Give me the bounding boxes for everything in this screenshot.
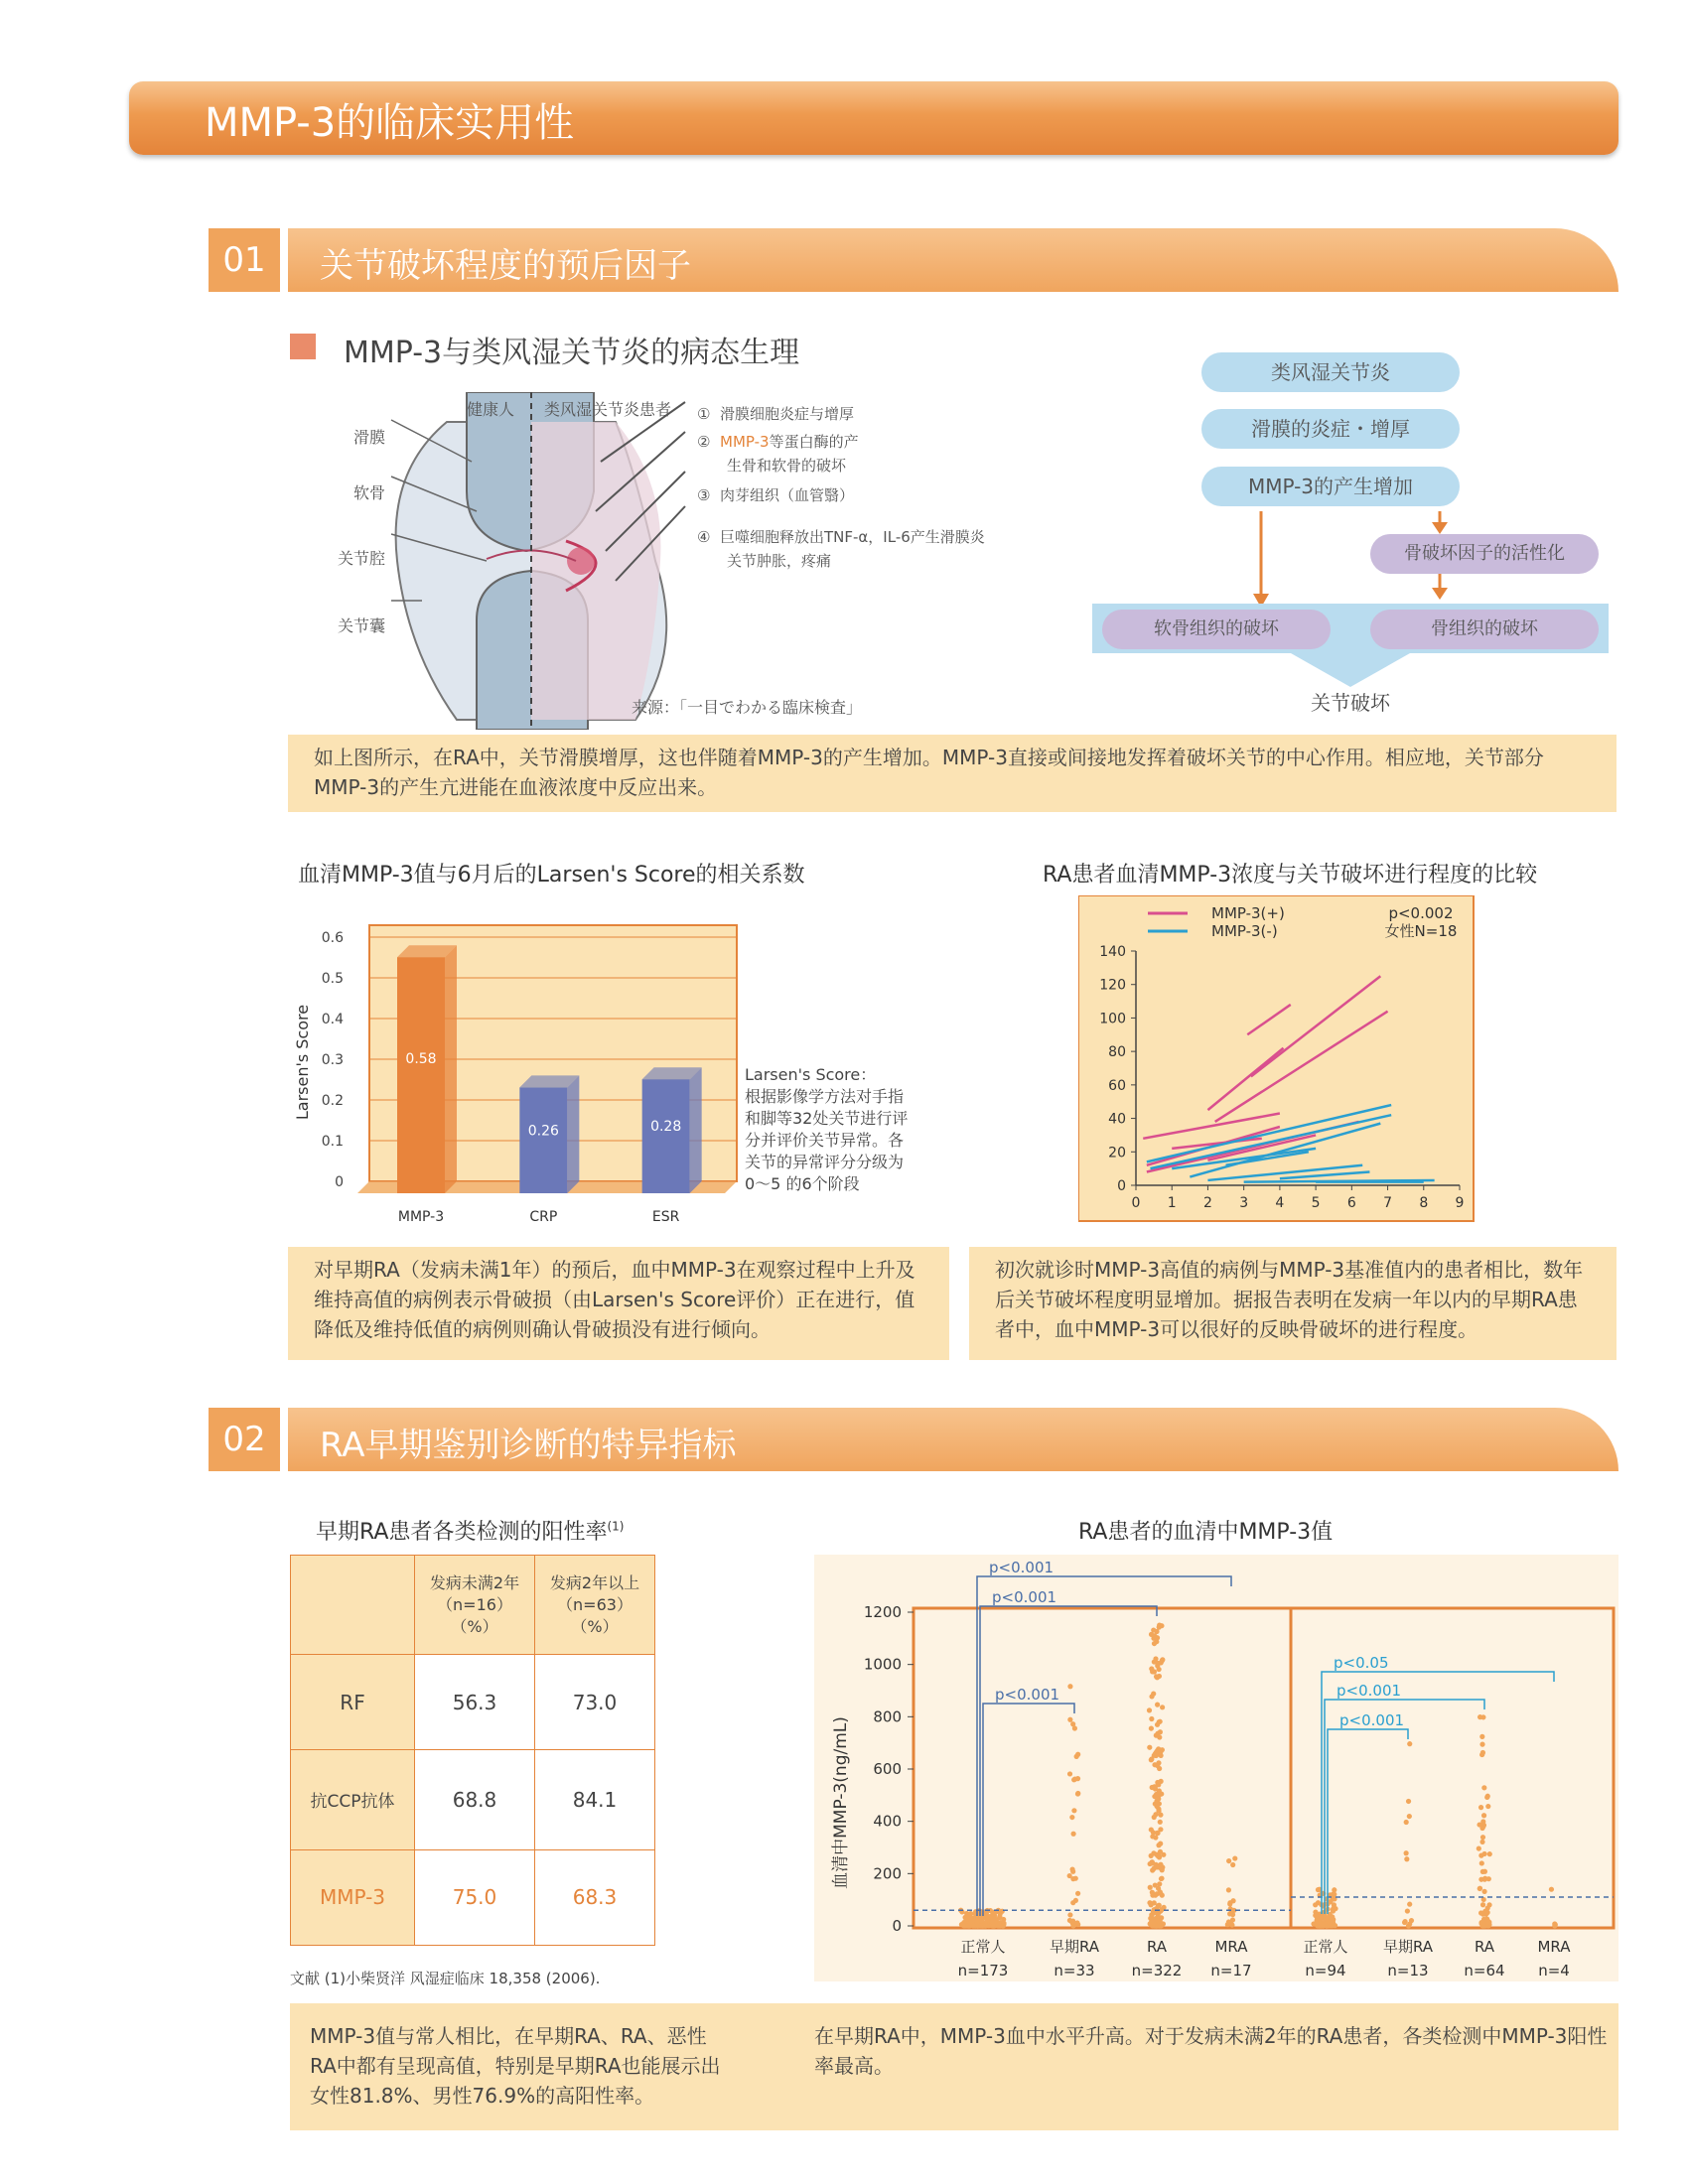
data-point bbox=[1072, 1725, 1077, 1730]
p-value-label: p<0.001 bbox=[995, 1686, 1060, 1704]
line-chart bbox=[1078, 895, 1476, 1223]
label-cartilage: 软骨 bbox=[353, 483, 386, 502]
line-xtick-label: 9 bbox=[1455, 1195, 1465, 1211]
data-point bbox=[1482, 1877, 1487, 1882]
bar bbox=[519, 1087, 567, 1193]
section1-number: 01 bbox=[209, 228, 280, 292]
dot-group-label: MRA bbox=[1537, 1938, 1571, 1956]
bar bbox=[642, 1079, 690, 1193]
data-point bbox=[1486, 1920, 1491, 1925]
p-value-label: p<0.05 bbox=[1334, 1654, 1389, 1672]
data-point bbox=[1150, 1669, 1155, 1674]
bar-value-label: 0.26 bbox=[527, 1123, 559, 1140]
bar bbox=[397, 957, 445, 1193]
line-chart-title: RA患者血清MMP-3浓度与关节破坏进行程度的比较 bbox=[1043, 863, 1538, 887]
section1-subtitle: MMP-3与类风湿关节炎的病态生理 bbox=[344, 336, 800, 370]
data-point bbox=[1071, 1808, 1076, 1813]
data-point bbox=[1156, 1809, 1161, 1814]
data-point bbox=[1478, 1853, 1483, 1858]
data-point bbox=[1161, 1905, 1166, 1910]
data-point bbox=[1480, 1902, 1485, 1907]
data-point bbox=[1481, 1813, 1486, 1818]
line-ytick-label: 100 bbox=[1099, 1011, 1126, 1027]
data-point bbox=[1159, 1876, 1164, 1881]
note-mmp3-positive: MMP-3值与常人相比，在早期RA、RA、恶性RA中都有呈现高值，特别是早期RA也能展示出女性81.8%、男性76.9%的高阳性率。 bbox=[310, 2024, 721, 2108]
data-point bbox=[1156, 1912, 1161, 1917]
dot-chart-ylabel: 血清中MMP-3(ng/mL) bbox=[831, 1716, 851, 1889]
bar-value-label: 0.58 bbox=[405, 1051, 437, 1068]
data-point bbox=[1404, 1820, 1409, 1825]
data-point bbox=[1479, 1742, 1484, 1747]
data-point bbox=[1154, 1733, 1159, 1738]
data-point bbox=[1158, 1729, 1163, 1734]
dot-group-n: n=33 bbox=[1054, 1962, 1095, 1979]
flow-result: 关节破坏 bbox=[1311, 691, 1390, 715]
data-point bbox=[1157, 1788, 1162, 1793]
data-point bbox=[1160, 1705, 1165, 1709]
data-point bbox=[1155, 1635, 1160, 1640]
data-point bbox=[1070, 1921, 1075, 1926]
p-value-label: p<0.001 bbox=[992, 1588, 1057, 1606]
line-ytick-label: 140 bbox=[1099, 944, 1126, 960]
data-point bbox=[1149, 1756, 1154, 1761]
line-ytick-label: 20 bbox=[1108, 1145, 1126, 1161]
dot-ytick-label: 0 bbox=[892, 1917, 902, 1935]
data-point bbox=[1152, 1923, 1157, 1928]
dot-ytick-label: 1200 bbox=[863, 1603, 902, 1621]
dot-group-n: n=13 bbox=[1387, 1962, 1429, 1979]
data-point bbox=[1226, 1887, 1231, 1892]
dot-group-n: n=17 bbox=[1210, 1962, 1252, 1979]
data-point bbox=[1075, 1891, 1080, 1896]
dot-group-label: RA bbox=[1474, 1938, 1495, 1956]
dot-ytick-label: 400 bbox=[873, 1812, 902, 1831]
data-point bbox=[1409, 1918, 1414, 1923]
data-point bbox=[1480, 1835, 1485, 1840]
line-xtick-label: 3 bbox=[1239, 1195, 1249, 1211]
data-point bbox=[1151, 1627, 1156, 1632]
line-xtick-label: 8 bbox=[1419, 1195, 1429, 1211]
bar-chart-ylabel: Larsen's Score bbox=[293, 1004, 312, 1121]
data-point bbox=[1477, 1845, 1481, 1850]
data-point bbox=[1549, 1887, 1554, 1892]
data-point bbox=[985, 1916, 990, 1921]
bar-ytick-label: 0.3 bbox=[321, 1052, 344, 1068]
flow-arrows bbox=[1082, 338, 1618, 725]
data-point bbox=[973, 1914, 978, 1919]
data-point bbox=[1157, 1801, 1162, 1806]
bar-ytick-label: 0.5 bbox=[321, 971, 344, 987]
data-point bbox=[1319, 1923, 1324, 1928]
data-point bbox=[1481, 1889, 1486, 1894]
bar-category-label: ESR bbox=[651, 1209, 680, 1225]
bar-category-label: MMP-3 bbox=[397, 1209, 445, 1225]
data-point bbox=[996, 1922, 1001, 1927]
positivity-table bbox=[290, 1555, 655, 1946]
data-point bbox=[1552, 1921, 1557, 1926]
data-point bbox=[1067, 1717, 1072, 1722]
data-point bbox=[1158, 1923, 1163, 1928]
data-point bbox=[1481, 1785, 1486, 1790]
bar-ytick-label: 0.4 bbox=[321, 1012, 344, 1027]
section1-title: 关节破坏程度的预后因子 bbox=[320, 246, 691, 286]
line-pvalue: p<0.002 bbox=[1388, 904, 1454, 922]
data-point bbox=[1070, 1832, 1075, 1837]
dot-group-n: n=64 bbox=[1464, 1962, 1505, 1979]
data-point bbox=[1313, 1902, 1318, 1907]
page-header bbox=[129, 81, 1618, 155]
p-value-label: p<0.001 bbox=[1336, 1682, 1402, 1700]
note-pathology: 如上图所示，在RA中，关节滑膜增厚，这也伴随着MMP-3的产生增加。MMP-3直接或间接地发挥着破坏关节的中心作用。相应地，关节部分MMP-3的产生亢进能在血液浓度中反应出来。 bbox=[288, 735, 1617, 812]
legend-mmp3-minus: MMP-3(-) bbox=[1211, 922, 1278, 940]
dot-ytick-label: 1000 bbox=[863, 1655, 902, 1674]
data-point bbox=[1156, 1760, 1161, 1765]
dot-group-label: 早期RA bbox=[1382, 1938, 1434, 1956]
data-point bbox=[1158, 1842, 1163, 1846]
data-point bbox=[1323, 1916, 1328, 1921]
data-point bbox=[1073, 1876, 1078, 1881]
data-point bbox=[1148, 1885, 1153, 1890]
data-point bbox=[1156, 1661, 1161, 1666]
dot-group-n: n=94 bbox=[1305, 1962, 1346, 1979]
dot-group-label: 早期RA bbox=[1049, 1938, 1100, 1956]
data-point bbox=[1155, 1780, 1160, 1785]
data-point bbox=[1479, 1921, 1484, 1926]
line-xtick-label: 4 bbox=[1275, 1195, 1285, 1211]
table-row: RF 56.3 73.0 bbox=[291, 1655, 655, 1750]
p-value-label: p<0.001 bbox=[989, 1559, 1055, 1576]
dot-group-label: RA bbox=[1146, 1938, 1168, 1956]
line-ytick-label: 120 bbox=[1099, 977, 1126, 994]
bar-chart bbox=[288, 893, 745, 1241]
table-corner bbox=[291, 1556, 415, 1655]
section2-number: 02 bbox=[209, 1408, 280, 1471]
label-synovium: 滑膜 bbox=[353, 428, 386, 447]
data-point bbox=[1075, 1791, 1080, 1796]
table-header-under2y: 发病未满2年 （n=16） （%） bbox=[415, 1556, 535, 1655]
data-point bbox=[1147, 1707, 1152, 1712]
section2-title: RA早期鉴别诊断的特异指标 bbox=[320, 1426, 737, 1465]
data-point bbox=[1154, 1750, 1159, 1755]
data-point bbox=[1313, 1913, 1318, 1918]
bar-category-label: CRP bbox=[529, 1209, 558, 1225]
data-point bbox=[1071, 1777, 1076, 1782]
table-title: 早期RA患者各类检测的阳性率$^{(1)}$ bbox=[316, 1519, 625, 1545]
dot-group-label: 正常人 bbox=[1303, 1938, 1348, 1956]
data-point bbox=[1001, 1917, 1006, 1922]
data-point bbox=[1147, 1745, 1152, 1750]
dot-chart-title: RA患者的血清中MMP-3值 bbox=[1078, 1520, 1334, 1545]
data-point bbox=[1479, 1734, 1484, 1739]
page-title: MMP-3的临床实用性 bbox=[205, 100, 575, 146]
bar-side bbox=[567, 1075, 579, 1193]
dot-ytick-label: 800 bbox=[873, 1707, 902, 1726]
data-point bbox=[1407, 1814, 1412, 1819]
data-point bbox=[1482, 1869, 1487, 1874]
data-point bbox=[1232, 1855, 1237, 1860]
data-point bbox=[1230, 1862, 1235, 1867]
line-xtick-label: 6 bbox=[1346, 1195, 1356, 1211]
dot-group-n: n=173 bbox=[957, 1962, 1009, 1979]
data-point bbox=[1407, 1741, 1412, 1746]
data-point bbox=[1151, 1692, 1156, 1697]
data-point bbox=[1147, 1900, 1152, 1905]
section1-header bbox=[288, 228, 1618, 292]
data-point bbox=[1155, 1703, 1160, 1707]
line-xtick-label: 5 bbox=[1311, 1195, 1321, 1211]
line-xtick-label: 0 bbox=[1131, 1195, 1141, 1211]
data-point bbox=[1331, 1906, 1336, 1911]
table-row: 抗CCP抗体 68.8 84.1 bbox=[291, 1750, 655, 1849]
data-point bbox=[1330, 1919, 1335, 1924]
data-point bbox=[986, 1923, 991, 1928]
data-point bbox=[1480, 1824, 1485, 1829]
data-point bbox=[1153, 1835, 1158, 1840]
legend-mmp3-plus: MMP-3(+) bbox=[1211, 904, 1285, 922]
line-ytick-label: 40 bbox=[1108, 1111, 1126, 1128]
data-point bbox=[1478, 1805, 1483, 1810]
data-point bbox=[1404, 1856, 1409, 1861]
data-point bbox=[962, 1915, 967, 1920]
note-early-ra: 在早期RA中，MMP-3血中水平升高。对于发病未满2年的RA患者，各类检测中MMP-3阳性率最高。 bbox=[814, 2024, 1608, 2078]
data-point bbox=[1067, 1873, 1072, 1878]
bar-ytick-label: 0.6 bbox=[321, 930, 344, 946]
data-point bbox=[1149, 1725, 1154, 1730]
data-point bbox=[1225, 1922, 1230, 1927]
label-ra: 类风湿关节炎患者 bbox=[544, 400, 672, 419]
flow-step-ra: 类风湿关节炎 bbox=[1201, 352, 1460, 392]
data-point bbox=[1479, 1840, 1484, 1844]
flow-step-bone-factor: 骨破坏因子的活性化 bbox=[1370, 534, 1599, 574]
data-point bbox=[1407, 1902, 1412, 1907]
dot-group-label: 正常人 bbox=[960, 1938, 1006, 1956]
flow-step-synovitis: 滑膜的炎症・增厚 bbox=[1201, 409, 1460, 449]
label-joint-cavity: 关节腔 bbox=[338, 549, 386, 568]
data-point bbox=[1067, 1771, 1072, 1776]
flow-step-mmp3: MMP-3的产生增加 bbox=[1201, 467, 1460, 506]
bar-ytick-label: 0.1 bbox=[321, 1134, 344, 1150]
data-point bbox=[1406, 1923, 1411, 1928]
data-point bbox=[1151, 1850, 1156, 1855]
data-point bbox=[1403, 1919, 1408, 1924]
data-point bbox=[1483, 1912, 1488, 1917]
data-point bbox=[1479, 1860, 1484, 1865]
pathology-flowchart bbox=[1082, 338, 1618, 725]
data-point bbox=[1158, 1862, 1163, 1867]
data-point bbox=[1480, 1750, 1485, 1755]
dot-ytick-label: 200 bbox=[873, 1864, 902, 1883]
data-point bbox=[1150, 1890, 1155, 1895]
data-point bbox=[1159, 1623, 1164, 1628]
line-xtick-label: 1 bbox=[1167, 1195, 1177, 1211]
data-point bbox=[1478, 1910, 1483, 1915]
bar-side bbox=[445, 945, 457, 1193]
data-point bbox=[1226, 1858, 1231, 1863]
diagram-annotations: ① 滑膜细胞炎症与增厚 ② MMP-3等蛋白酶的产 生骨和软骨的破坏 ③ 肉芽组织（血管翳） ④ 巨噬细胞释放出TNF-α，IL-6产生滑膜炎 关节肿胀，疼痛 bbox=[697, 405, 985, 570]
data-point bbox=[1150, 1859, 1155, 1864]
bar-ytick-label: 0.2 bbox=[321, 1093, 344, 1109]
data-point bbox=[1405, 1908, 1410, 1913]
label-healthy: 健康人 bbox=[467, 400, 515, 419]
bar-side bbox=[690, 1067, 702, 1193]
data-point bbox=[1073, 1898, 1078, 1903]
larsen-note: Larsen's Score： 根据影像学方法对手指 和脚等32处关节进行评 分并评价关节异常。各 关节的异常评分分级为 0～5 的6个阶段 bbox=[745, 1065, 909, 1193]
bar-chart-title: 血清MMP-3值与6月后的Larsen's Score的相关系数 bbox=[298, 863, 805, 887]
subtitle-square-icon bbox=[290, 334, 316, 359]
dot-chart bbox=[814, 1555, 1618, 1981]
dot-group-n: n=322 bbox=[1131, 1962, 1183, 1979]
note-mmp3-high: 初次就诊时MMP-3高值的病例与MMP-3基准值内的患者相比，数年后关节破坏程度明显增加。据报告表明在发病一年以内的早期RA患者中，血中MMP-3可以很好的反映骨破坏的进行程度。 bbox=[969, 1247, 1617, 1360]
p-value-label: p<0.001 bbox=[1339, 1711, 1405, 1729]
line-ytick-label: 60 bbox=[1108, 1077, 1126, 1094]
flow-step-cartilage-destruction: 软骨组织的破坏 bbox=[1102, 610, 1331, 649]
data-point bbox=[1069, 1815, 1074, 1820]
diagram-source: 来源：「一目でわかる臨床検査」 bbox=[632, 698, 863, 717]
data-point bbox=[1158, 1719, 1163, 1724]
line-ytick-label: 80 bbox=[1108, 1044, 1126, 1061]
data-point bbox=[1151, 1830, 1156, 1835]
data-point bbox=[1149, 1716, 1154, 1721]
data-point bbox=[1485, 1804, 1490, 1809]
data-point bbox=[1404, 1850, 1409, 1855]
data-point bbox=[1067, 1912, 1072, 1917]
bar-value-label: 0.28 bbox=[650, 1118, 682, 1135]
dot-group-label: MRA bbox=[1214, 1938, 1248, 1956]
data-point bbox=[1156, 1796, 1161, 1801]
data-point bbox=[1230, 1898, 1235, 1903]
dot-ytick-label: 600 bbox=[873, 1760, 902, 1778]
data-point bbox=[1487, 1851, 1492, 1856]
data-point bbox=[1158, 1891, 1163, 1896]
data-point bbox=[1153, 1784, 1158, 1789]
bar-ytick-label: 0 bbox=[335, 1174, 344, 1190]
data-point bbox=[1158, 1827, 1163, 1832]
data-point bbox=[968, 1915, 973, 1920]
line-n: 女性N=18 bbox=[1384, 922, 1458, 940]
data-point bbox=[1333, 1923, 1337, 1928]
table-header-over2y: 发病2年以上 （n=63） （%） bbox=[535, 1556, 655, 1655]
flow-step-bone-destruction: 骨组织的破坏 bbox=[1370, 610, 1599, 649]
data-point bbox=[1158, 1820, 1163, 1825]
data-point bbox=[1070, 1869, 1075, 1874]
data-point bbox=[1477, 1714, 1482, 1719]
data-point bbox=[1157, 1881, 1162, 1886]
data-point bbox=[1406, 1799, 1411, 1804]
data-point bbox=[1485, 1794, 1490, 1799]
section2-header bbox=[288, 1408, 1618, 1471]
data-point bbox=[1329, 1914, 1334, 1919]
data-point bbox=[1075, 1752, 1080, 1757]
line-xtick-label: 7 bbox=[1383, 1195, 1393, 1211]
data-point bbox=[1067, 1684, 1072, 1689]
data-point bbox=[1477, 1886, 1482, 1891]
table-row-mmp3: MMP-3 75.0 68.3 bbox=[291, 1849, 655, 1945]
dot-group-n: n=4 bbox=[1538, 1962, 1570, 1979]
line-xtick-label: 2 bbox=[1202, 1195, 1212, 1211]
data-point bbox=[974, 1919, 979, 1924]
data-point bbox=[1154, 1674, 1159, 1679]
label-joint-capsule: 关节囊 bbox=[338, 616, 386, 635]
line-ytick-label: 0 bbox=[1117, 1178, 1126, 1194]
note-larsen: 对早期RA（发病未满1年）的预后，血中MMP-3在观察过程中上升及维持高值的病例表示骨破损（由Larsen's Score评价）正在进行，值降低及维持低值的病例则确认骨破损没有进行倾向。 bbox=[288, 1247, 949, 1360]
table-reference: 文献 (1)小柴贤洋 风湿症临床 18,358 (2006). bbox=[290, 1970, 601, 1987]
